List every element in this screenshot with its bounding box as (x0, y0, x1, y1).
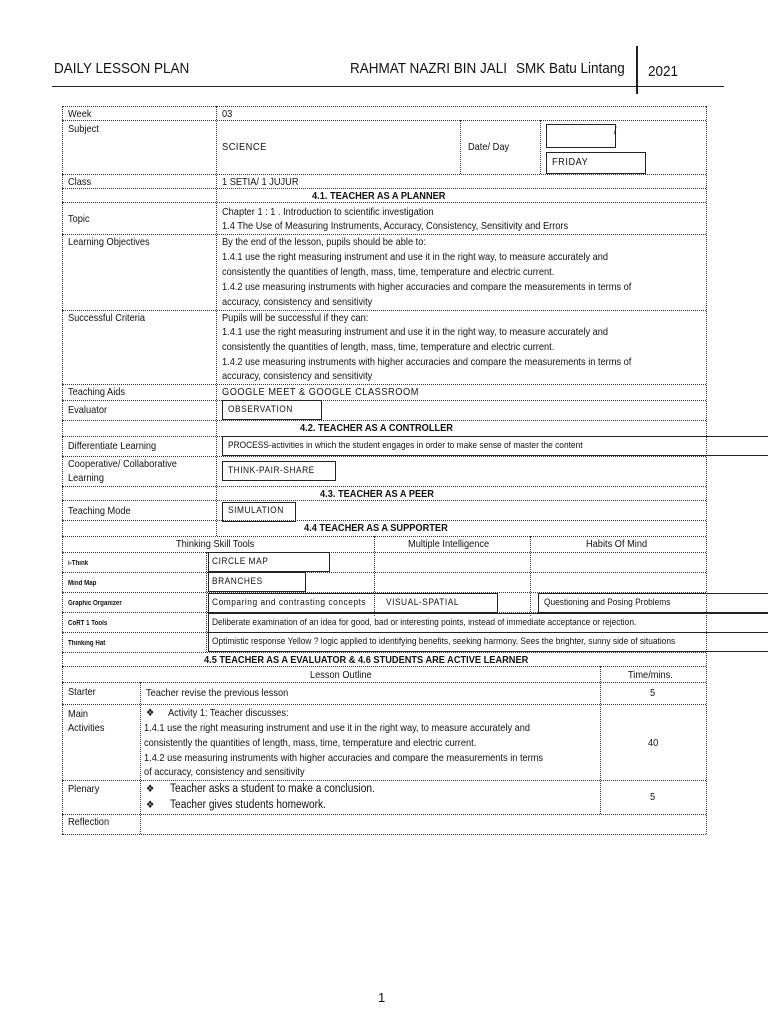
lo-line-5: accuracy, consistency and sensitivity (222, 296, 373, 308)
starter-value: Teacher revise the previous lesson (146, 687, 289, 699)
plenary-line-1: Teacher asks a student to make a conclusion. (170, 783, 375, 795)
section-controller: 4.2. TEACHER AS A CONTROLLER (300, 422, 453, 434)
section-evaluator: 4.5 TEACHER AS A EVALUATOR & 4.6 STUDENTS ARE ACTIVE LEARNER (204, 654, 529, 666)
topic-line-2: 1.4 The Use of Measuring Instruments, Accuracy, Consistency, Sensitivity and Errors (222, 220, 569, 232)
main-time: 40 (648, 737, 659, 749)
hom-value: Questioning and Posing Problems (544, 597, 671, 608)
section-peer: 4.3. TEACHER AS A PEER (320, 488, 434, 500)
cl-label-2: Learning (68, 472, 104, 484)
cort-label: CoRT 1 Tools (68, 620, 108, 627)
thinking-hat-label: Thinking Hat (68, 640, 106, 647)
date-label: Date/ Day (468, 141, 510, 153)
main-bullet: ❖ (146, 707, 155, 719)
go-label: Graphic Organizer (68, 600, 122, 607)
col-lesson-outline: Lesson Outline (310, 669, 372, 681)
ta-label: Teaching Aids (68, 386, 126, 398)
topic-line-1: Chapter 1 : 1 . Introduction to scientific investigation (222, 206, 434, 218)
mindmap-value: BRANCHES (212, 576, 263, 587)
go-value: Comparing and contrasting concepts (212, 597, 367, 608)
sc-label: Successful Criteria (68, 312, 146, 324)
mi-value: VISUAL-SPATIAL (386, 597, 460, 608)
sc-line-4: 1.4.2 use measuring instruments with higher accuracies and compare the measurements in terms of (222, 356, 632, 368)
dl-label: Differentiate Learning (68, 440, 157, 452)
lo-line-3: consistently the quantities of length, mass, time, temperature and electric current. (222, 266, 555, 278)
reflection-label: Reflection (68, 816, 110, 828)
lo-line-4: 1.4.2 use measuring instruments with higher accuracies and compare the measurements in terms of (222, 281, 632, 293)
thinking-hat-value: Optimistic response Yellow ? logic applied to identifying benefits, seeking harmony. Sees the brighter, sunny side of situations (212, 636, 676, 647)
cort-value: Deliberate examination of an idea for good, bad or interesting points, instead of immediate acceptance or rejection. (212, 617, 637, 628)
cl-value: THINK-PAIR-SHARE (228, 465, 315, 476)
cl-label-1: Cooperative/ Collaborative (68, 458, 177, 470)
week-value: 03 (222, 108, 233, 120)
day-value: FRIDAY (552, 156, 589, 168)
evaluator-value: OBSERVATION (228, 404, 293, 415)
page-number: 1 (378, 990, 386, 1005)
year: 2021 (648, 63, 679, 80)
class-label: Class (68, 176, 92, 188)
section-supporter: 4.4 TEACHER AS A SUPPORTER (304, 522, 448, 534)
plenary-time: 5 (650, 791, 656, 803)
sc-line-5: accuracy, consistency and sensitivity (222, 370, 373, 382)
lo-label: Learning Objectives (68, 236, 150, 248)
section-planner: 4.1. TEACHER AS A PLANNER (312, 190, 446, 202)
plenary-bullet-2: ❖ (146, 799, 155, 811)
tm-value: SIMULATION (228, 505, 284, 516)
evaluator-label: Evaluator (68, 404, 108, 416)
topic-label: Topic (68, 213, 90, 225)
header-underline (52, 86, 636, 87)
header-underline-right (638, 86, 724, 87)
sc-line-3: consistently the quantities of length, mass, time, temperature and electric current. (222, 341, 555, 353)
ithink-value: CIRCLE MAP (212, 556, 269, 567)
date-box[interactable] (546, 124, 616, 148)
main-label-2: Activities (68, 722, 105, 734)
date-slash: / (614, 125, 617, 137)
lo-line-2: 1.4.1 use the right measuring instrument and use it in the right way, to measure accurately and (222, 251, 609, 263)
ta-value: GOOGLE MEET & GOOGLE CLASSROOM (222, 386, 419, 398)
main-label-1: Main (68, 708, 89, 720)
subject-label: Subject (68, 123, 99, 135)
col-habits-of-mind: Habits Of Mind (586, 538, 648, 550)
plenary-label: Plenary (68, 783, 100, 795)
week-label: Week (68, 108, 92, 120)
col-thinking-skill-tools: Thinking Skill Tools (176, 538, 255, 550)
mindmap-label: Mind Map (68, 580, 97, 587)
main-line-4: 1.4.2 use measuring instruments with higher accuracies and compare the measurements in terms (144, 752, 544, 764)
teacher-name: RAHMAT NAZRI BIN JALI (350, 60, 508, 77)
plenary-bullet-1: ❖ (146, 783, 155, 795)
main-line-1: Activity 1: Teacher discusses: (168, 707, 289, 719)
subject-value: SCIENCE (222, 141, 267, 153)
class-value: 1 SETIA/ 1 JUJUR (222, 176, 299, 188)
plenary-line-2: Teacher gives students homework. (170, 799, 326, 811)
starter-label: Starter (68, 686, 96, 698)
col-time: Time/mins. (628, 669, 673, 681)
lo-line-1: By the end of the lesson, pupils should be able to: (222, 236, 426, 248)
main-line-2: 1.4.1 use the right measuring instrument and use it in the right way, to measure accurately and (144, 722, 531, 734)
school-name: SMK Batu Lintang (516, 60, 625, 77)
sc-line-2: 1.4.1 use the right measuring instrument and use it in the right way, to measure accurately and (222, 326, 609, 338)
tm-label: Teaching Mode (68, 505, 131, 517)
col-multiple-intelligence: Multiple Intelligence (408, 538, 490, 550)
main-line-5: of accuracy, consistency and sensitivity (144, 766, 305, 778)
dl-value: PROCESS-activities in which the student engages in order to make sense of master the content (228, 440, 583, 451)
ithink-label: i-Think (68, 560, 89, 567)
main-line-3: consistently the quantities of length, mass, time, temperature and electric current. (144, 737, 477, 749)
starter-time: 5 (650, 687, 656, 699)
sc-line-1: Pupils will be successful if they can: (222, 312, 369, 324)
doc-title: DAILY LESSON PLAN (54, 60, 190, 77)
